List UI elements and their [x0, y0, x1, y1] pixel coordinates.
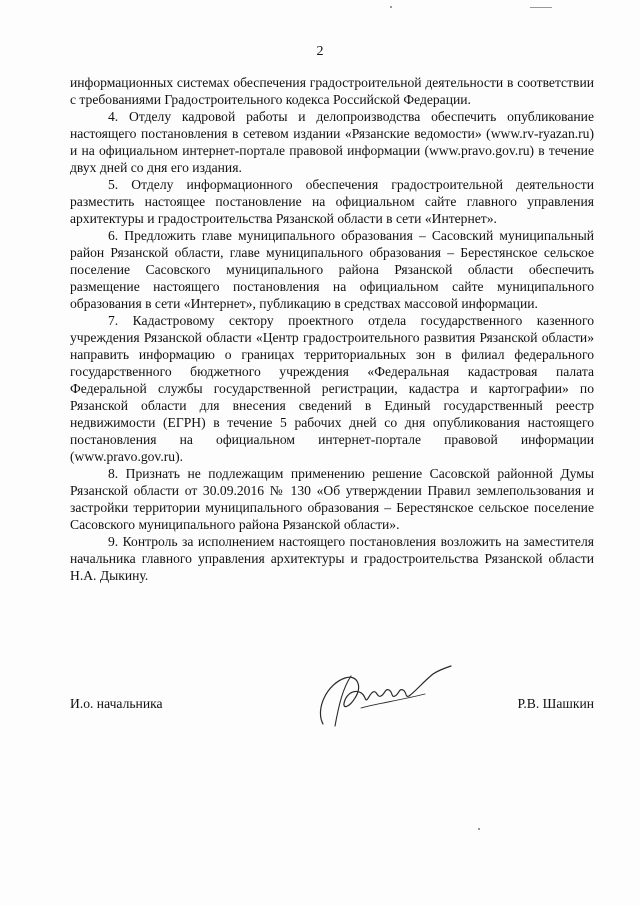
paragraph-item-4: 4. Отделу кадровой работы и делопроизводства обеспечить опубликование настоящего постановления в сетевом издании «Рязанские ведомости» (www.rv-ryazan.ru) и на официальном интернет-портале правовой информации (www.pravo.gov.ru) в течение двух дней со дня его издания.: [70, 109, 594, 175]
paragraph-item-7: 7. Кадастровому сектору проектного отдела государственного казенного учреждения Рязанской области «Центр градостроительного развития Рязанской области» направить информацию о границах территориальных зон в филиал федерального государственного бюджетного учреждения «Федеральная кадастровая палата Федеральной службы государственной регистрации, кадастра и картографии» по Рязанской области для внесения сведений в Единый государственный реестр недвижимости (ЕГРН) в течение 5 рабочих дней со дня опубликования настоящего постановления на официальном интернет-портале правовой информации (www.pravo.gov.ru).: [70, 313, 594, 464]
scan-speck: [478, 828, 480, 830]
signoff-block: [70, 696, 594, 716]
document-body: [70, 74, 594, 584]
signatory-name: Р.В. Шашкин: [517, 696, 594, 711]
scan-speck: [530, 7, 552, 8]
signatory-role: И.о. начальника: [70, 696, 163, 711]
page-number: 2: [316, 44, 324, 59]
paragraph-item-8: 8. Признать не подлежащим применению решение Сасовской районной Думы Рязанской области от 30.09.2016 № 130 «Об утверждении Правил землепользования и застройки территории муниципального образования – Берестянское сельское поселение Сасовского муниципального района Рязанской области».: [70, 466, 594, 532]
paragraph-item-9: 9. Контроль за исполнением настоящего постановления возложить на заместителя начальника главного управления архитектуры и градостроительства Рязанской области Н.А. Дыкину.: [70, 534, 594, 583]
paragraph-item-5: 5. Отделу информационного обеспечения градостроительной деятельности разместить настоящее постановление на официальном сайте главного управления архитектуры и градостроительства Рязанской области в сети «Интернет».: [70, 177, 594, 226]
scan-speck: [390, 6, 392, 8]
paragraph-item-6: 6. Предложить главе муниципального образования – Сасовский муниципальный район Рязанской области, главе муниципального образования – Берестянское сельское поселение Сасовского муниципального района Рязанской области обеспечить размещение настоящего постановления на официальном сайте муниципального образования в сети «Интернет», публикацию в средствах массовой информации.: [70, 228, 594, 311]
paragraph-continuation: информационных системах обеспечения градостроительной деятельности в соответствии с требованиями Градостроительного кодекса Российской Федерации.: [70, 75, 594, 107]
